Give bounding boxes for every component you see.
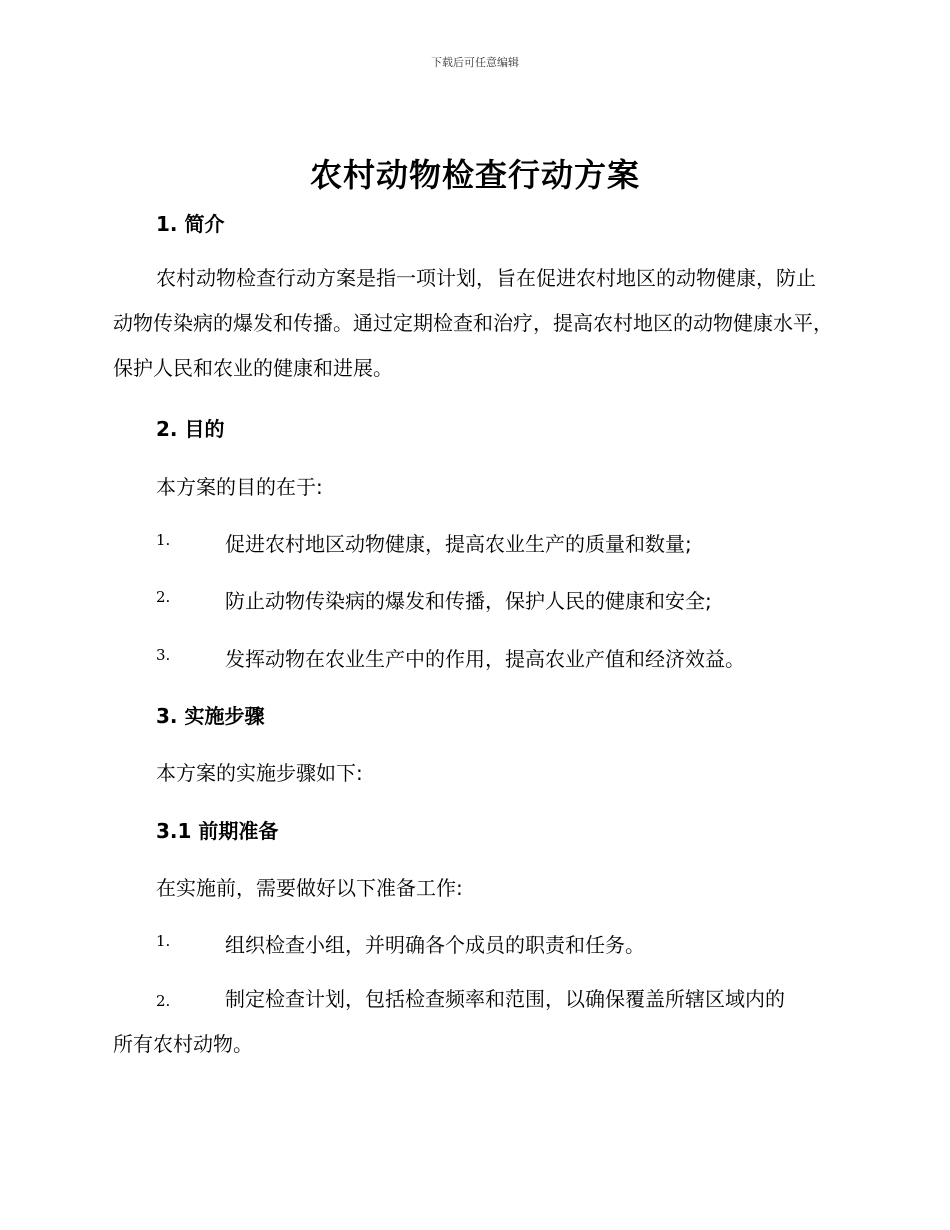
list-number: 2. xyxy=(156,992,171,1010)
section-heading-goals: 2. 目的 xyxy=(156,417,225,441)
header-note: 下载后可任意编辑 xyxy=(431,56,519,69)
intro-paragraph: 农村动物检查行动方案是指一项计划，旨在促进农村地区的动物健康，防止动物传染病的爆发和传播。通过定期检查和治疗，提高农村地区的动物健康水平，保护人民和农业的健康和进展。 xyxy=(113,266,833,380)
goals-lead: 本方案的目的在于: xyxy=(156,475,323,499)
list-text: 组织检查小组，并明确各个成员的职责和任务。 xyxy=(225,933,645,957)
document-title: 农村动物检查行动方案 xyxy=(309,156,640,194)
list-text-line: 制定检查计划，包括检查频率和范围，以确保覆盖所辖区域内的 xyxy=(225,987,785,1011)
list-number: 1. xyxy=(156,531,171,549)
list-number: 2. xyxy=(156,588,171,606)
list-number: 1. xyxy=(156,932,171,950)
list-text: 促进农村地区动物健康，提高农业生产的质量和数量; xyxy=(225,532,692,556)
list-text: 发挥动物在农业生产中的作用，提高农业产值和经济效益。 xyxy=(225,647,745,671)
list-text: 防止动物传染病的爆发和传播，保护人民的健康和安全; xyxy=(225,589,712,613)
preparation-lead: 在实施前，需要做好以下准备工作: xyxy=(156,876,463,900)
preparation-list-item xyxy=(113,977,835,1067)
subsection-heading-preparation: 3.1 前期准备 xyxy=(156,819,279,843)
steps-lead: 本方案的实施步骤如下: xyxy=(156,761,363,785)
section-heading-steps: 3. 实施步骤 xyxy=(156,704,265,728)
list-text-line: 所有农村动物。 xyxy=(113,1032,253,1056)
list-number: 3. xyxy=(156,646,171,664)
section-heading-intro: 1. 简介 xyxy=(156,212,225,236)
